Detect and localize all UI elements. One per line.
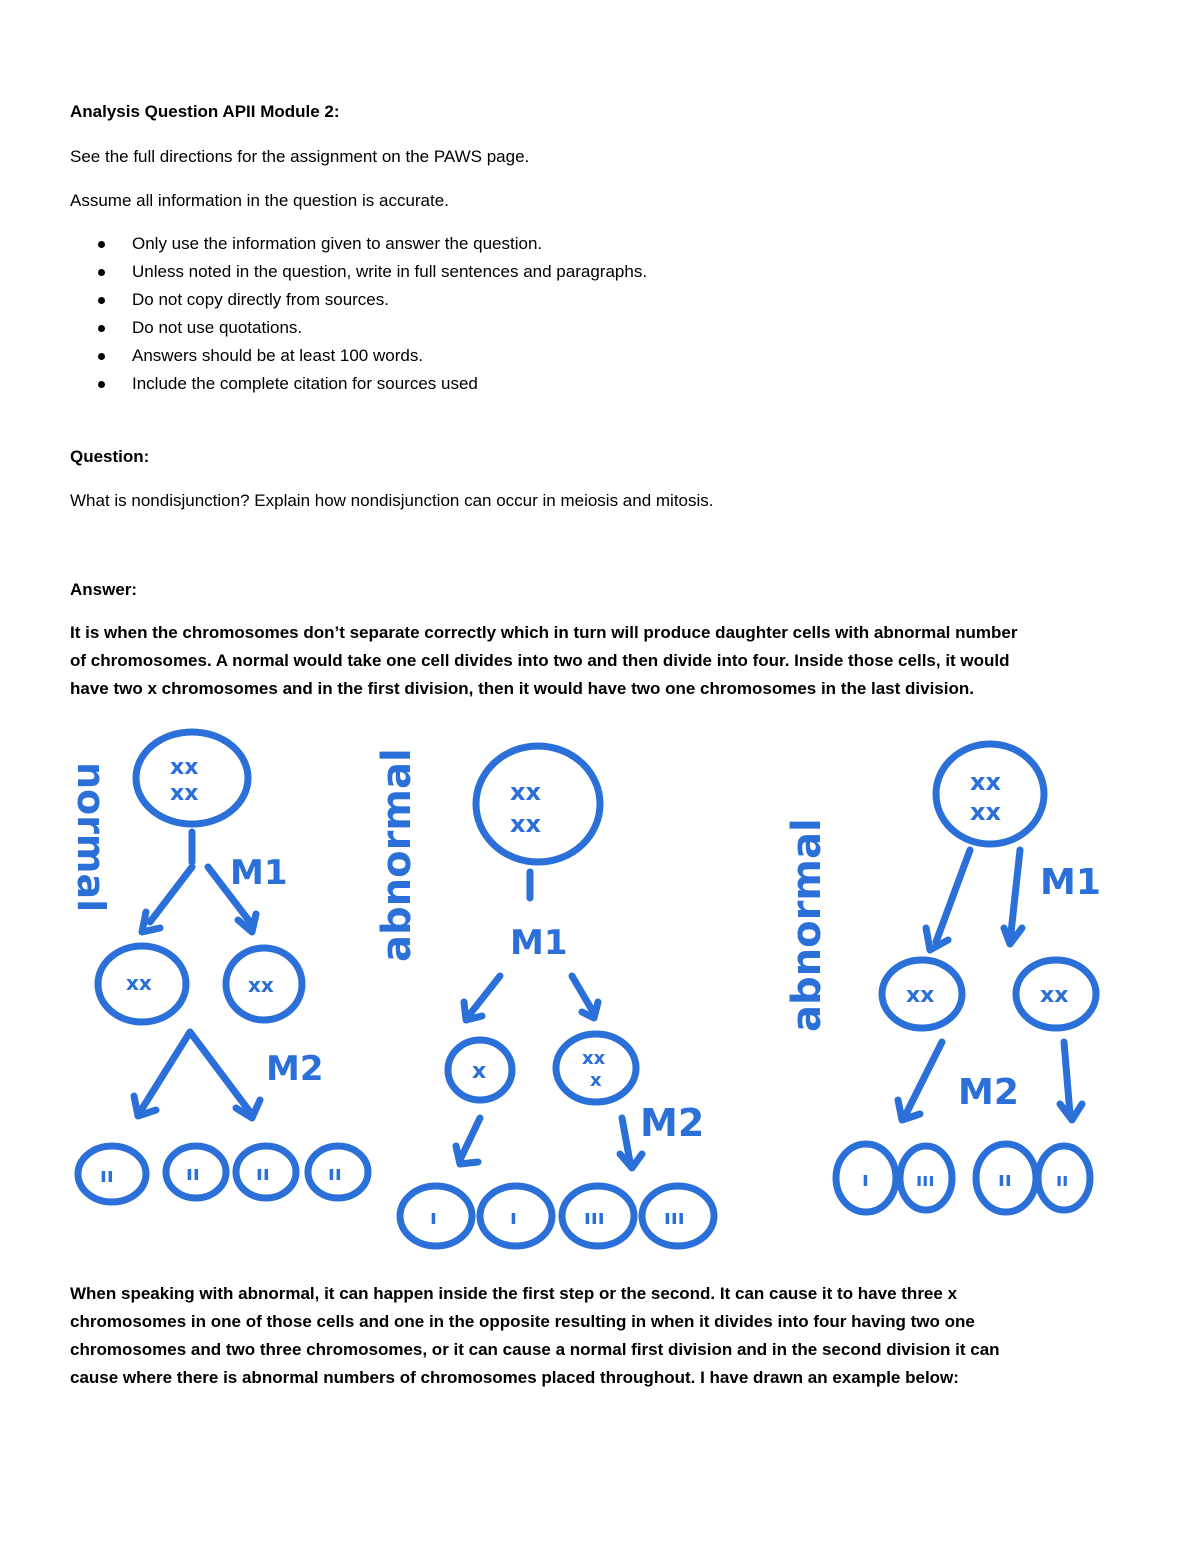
intro-assumption: Assume all information in the question is accurate.: [70, 191, 449, 210]
abnormal-diagram-first-division: [374, 746, 714, 1246]
svg-text:xx: xx: [126, 971, 152, 995]
answer-line: It is when the chromosomes don’t separate correctly which in turn will produce daughter cells with abnormal number: [70, 623, 1018, 642]
intro-directions: See the full directions for the assignment on the PAWS page.: [70, 147, 530, 166]
normal-label: normal: [69, 762, 113, 913]
svg-text:xx: xx: [906, 983, 935, 1008]
svg-text:xx: xx: [970, 768, 1001, 796]
closing-paragraph: [70, 1280, 1140, 1392]
bullet-icon: [98, 269, 105, 276]
answer-line: have two x chromosomes and in the first division, then it would have two one chromosomes in the last division.: [70, 679, 974, 698]
svg-text:ı: ı: [430, 1205, 437, 1229]
closing-line: When speaking with abnormal, it can happen inside the first step or the second. It can cause it to have three x: [70, 1284, 958, 1303]
question-text: What is nondisjunction? Explain how nondisjunction can occur in meiosis and mitosis.: [70, 491, 714, 510]
m1-label: M1: [510, 923, 568, 963]
answer-heading: Answer:: [70, 580, 138, 599]
m2-label: M2: [640, 1101, 705, 1145]
m2-label: M2: [958, 1072, 1019, 1113]
m2-arrows: [134, 1032, 260, 1118]
bullet-icon: [98, 241, 105, 248]
svg-text:xx: xx: [170, 781, 199, 806]
svg-text:xx: xx: [248, 973, 274, 997]
list-item: Include the complete citation for sources used: [70, 373, 647, 401]
answer-paragraph: [70, 619, 1140, 703]
m2-label: M2: [266, 1049, 324, 1089]
m1-label: M1: [230, 853, 288, 893]
closing-line: chromosomes and two three chromosomes, or it can cause a normal first division and in the second division it can: [70, 1340, 1000, 1359]
normal-diagram: [69, 732, 368, 1202]
svg-text:ıı: ıı: [998, 1167, 1012, 1191]
svg-text:xx: xx: [1040, 983, 1069, 1008]
svg-text:ıı: ıı: [186, 1161, 200, 1185]
bullet-icon: [98, 325, 105, 332]
svg-text:ı: ı: [862, 1167, 869, 1191]
m1-arrows: [464, 976, 598, 1020]
svg-text:xx: xx: [970, 798, 1001, 826]
rules-list: [70, 233, 647, 401]
answer-line: of chromosomes. A normal would take one cell divides into two and then divide into four. Inside those cells, it would: [70, 651, 1010, 670]
list-item: Unless noted in the question, write in full sentences and paragraphs.: [70, 261, 647, 289]
handwritten-diagram: [60, 722, 1140, 1262]
svg-text:x: x: [472, 1059, 487, 1084]
m1-arrows: [926, 850, 1022, 950]
svg-text:ıı: ıı: [328, 1161, 342, 1185]
document-title: Analysis Question APII Module 2:: [70, 102, 340, 121]
svg-text:ııı: ııı: [916, 1170, 935, 1191]
svg-text:xx: xx: [582, 1048, 606, 1069]
m2-arrows: [456, 1118, 642, 1168]
svg-text:ıı: ıı: [256, 1161, 270, 1185]
svg-text:ı: ı: [510, 1205, 517, 1229]
svg-text:xx: xx: [510, 810, 541, 838]
closing-line: chromosomes in one of those cells and one in the opposite resulting in when it divides into four having two one: [70, 1312, 975, 1331]
list-item: Do not use quotations.: [70, 317, 647, 345]
svg-text:x: x: [590, 1070, 602, 1091]
svg-text:xx: xx: [510, 778, 541, 806]
svg-text:ııı: ııı: [664, 1205, 685, 1229]
question-heading: Question:: [70, 447, 150, 466]
abnormal-diagram-second-division: [784, 744, 1101, 1212]
svg-text:xx: xx: [170, 755, 199, 780]
closing-line: cause where there is abnormal numbers of chromosomes placed throughout. I have drawn an example below:: [70, 1368, 959, 1387]
list-item: Answers should be at least 100 words.: [70, 345, 647, 373]
list-item: Do not copy directly from sources.: [70, 289, 647, 317]
svg-text:ıı: ıı: [1056, 1170, 1069, 1191]
list-item: Only use the information given to answer the question.: [70, 233, 647, 261]
bullet-icon: [98, 381, 105, 388]
svg-text:ıı: ıı: [100, 1163, 114, 1187]
m1-label: M1: [1040, 862, 1101, 903]
abnormal-label: abnormal: [374, 748, 420, 962]
svg-text:ııı: ııı: [584, 1205, 605, 1229]
abnormal-label: abnormal: [784, 818, 830, 1032]
bullet-icon: [98, 297, 105, 304]
bullet-icon: [98, 353, 105, 360]
